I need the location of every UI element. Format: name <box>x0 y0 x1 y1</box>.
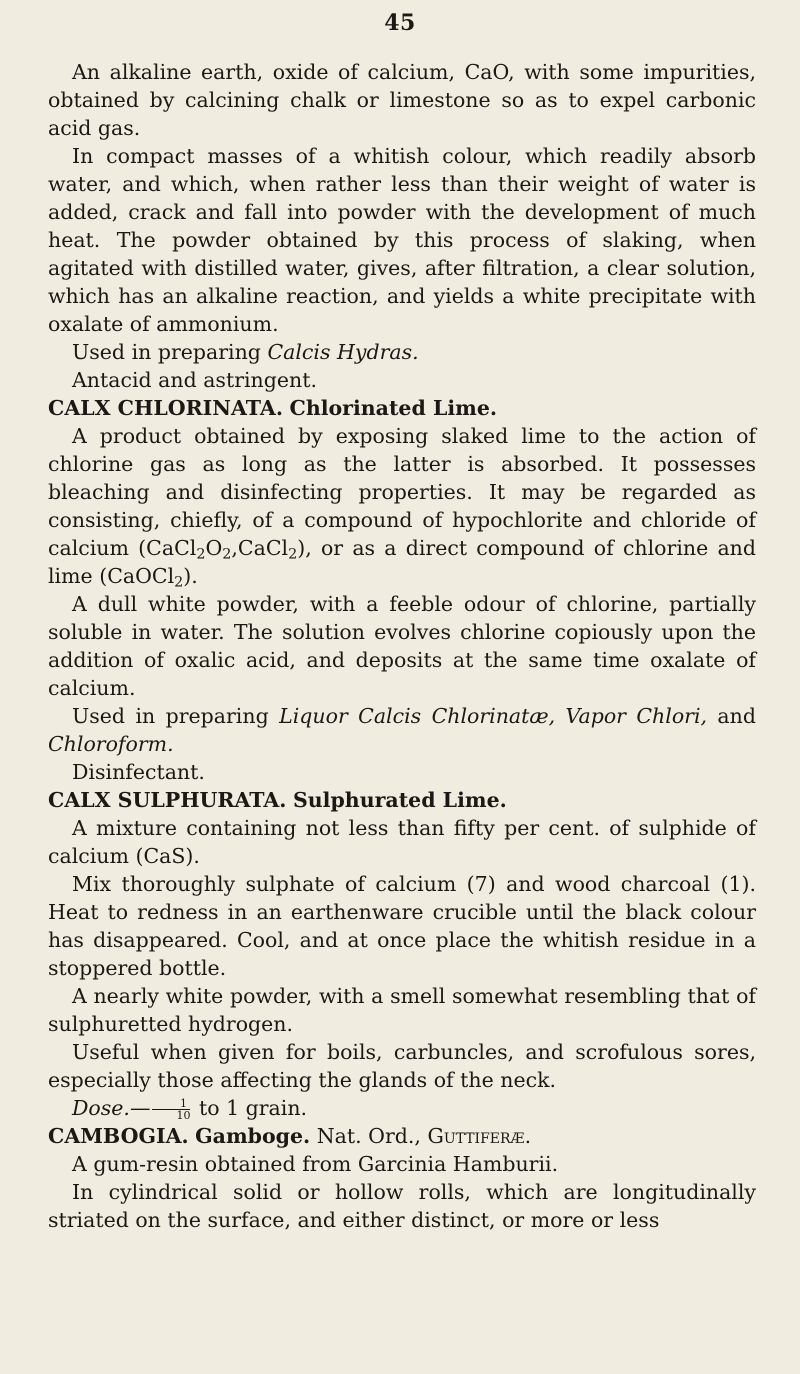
sulphurata-uses: Useful when given for boils, carbuncles, and scrofulous sores, especially those affecting the glands of the neck. <box>48 1040 756 1092</box>
sulphurata-dose: Dose.— $\frac{1}{10}$ to 1 grain. <box>72 1096 308 1122</box>
calx-chlorinata-heading <box>48 394 756 422</box>
calx-sulphurata-heading <box>48 786 756 814</box>
natural-order-prefix: Nat. Ord., <box>316 1124 421 1148</box>
natural-order: Guttiferæ. <box>427 1124 532 1148</box>
calx-characters: In compact masses of a whitish colour, which readily absorb water, and which, when rather less than their weight of water is added, crack and fall into powder with the development of much heat. The powder obtained by this process of slaking, when agitated with distilled water, gives, after filtration, a clear solution, which has an alkaline reaction, and yields a white precipitate with oxalate of ammonium. <box>48 144 756 336</box>
calx-description: An alkaline earth, oxide of calcium, CaO, with some impurities, obtained by calcining chalk or limestone so as to expel carbonic acid gas. <box>48 60 756 140</box>
cambogia-description: A gum-resin obtained from Garcinia Hamburii. <box>72 1152 559 1176</box>
entry-english-name: Gamboge. <box>195 1124 311 1148</box>
cambogia-characters: In cylindrical solid or hollow rolls, which are longitudinally striated on the surface, and either distinct, or more or less <box>48 1180 756 1232</box>
chlorinata-action: Disinfectant. <box>72 760 205 784</box>
entry-title: CAMBOGIA. <box>48 1124 189 1148</box>
entry-title: CALX SULPHURATA. <box>48 788 287 812</box>
dose-label: Dose. <box>72 1096 130 1120</box>
entry-english-name: Sulphurated Lime. <box>292 788 507 812</box>
page-number: 45 <box>384 10 416 36</box>
chlorinata-characters: A dull white powder, with a feeble odour of chlorine, partially soluble in water. The solution evolves chlorine copiously upon the addition of oxalic acid, and deposits at the same time oxalate of calcium. <box>48 592 756 700</box>
chlorinata-uses: Used in preparing Liquor Calcis Chlorinatæ, Vapor Chlori, and Chloroform. <box>48 704 756 756</box>
dose-fraction: $\frac{1}{10}$ <box>152 1098 190 1121</box>
sulphurata-description: A mixture containing not less than fifty per cent. of sulphide of calcium (CaS). <box>48 816 756 868</box>
calx-action: Antacid and astringent. <box>72 368 317 392</box>
chlorinata-description: A product obtained by exposing slaked lime to the action of chlorine gas as long as the latter is absorbed. It possesses bleaching and disinfecting properties. It may be regarded as consisting, chiefly, of a compound of hypochlorite and chloride of calcium $(CaCl_2O_2,CaCl_2)$, or as a direct compound of chlorine and lime (CaOCl$_2$). <box>48 424 756 591</box>
entry-title: CALX CHLORINATA. <box>48 396 283 420</box>
page-body <box>48 58 756 1234</box>
sulphurata-preparation: Mix thoroughly sulphate of calcium (7) and wood charcoal (1). Heat to redness in an earthenware crucible until the black colour has disappeared. Cool, and at once place the whitish residue in a stoppered bottle. <box>48 872 756 980</box>
sulphurata-characters: A nearly white powder, with a smell somewhat resembling that of sulphuretted hydrogen. <box>48 984 756 1036</box>
calx-uses: Used in preparing Calcis Hydras. <box>72 340 419 364</box>
cambogia-heading <box>48 1122 756 1150</box>
entry-english-name: Chlorinated Lime. <box>289 396 498 420</box>
